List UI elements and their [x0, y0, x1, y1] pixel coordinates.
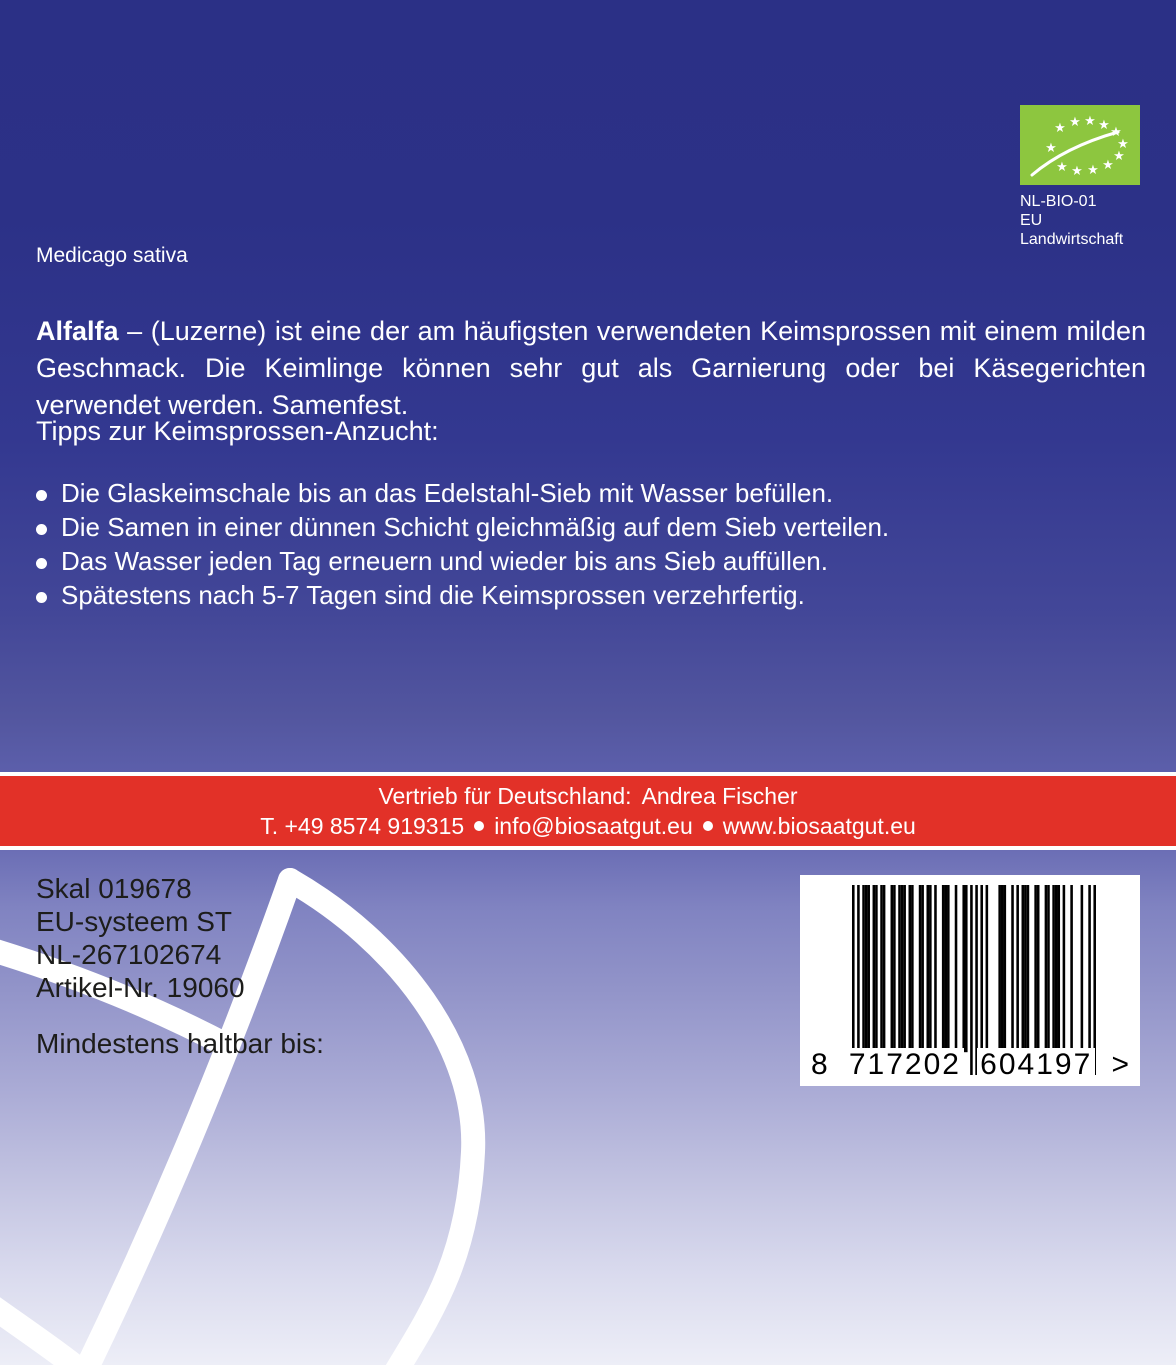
list-item: [36, 478, 889, 512]
svg-text:★: ★: [1071, 163, 1083, 178]
barcode-digit-group: 604197: [977, 1048, 1095, 1082]
sprout-left-stem: [0, 1302, 90, 1365]
best-before-label: Mindestens haltbar bis:: [36, 1028, 324, 1059]
email-address: info@biosaatgut.eu: [494, 813, 693, 839]
svg-text:★: ★: [1054, 120, 1066, 135]
barcode: [800, 875, 1140, 1086]
tip-text: Spätestens nach 5-7 Tagen sind die Keimsprossen verzehrfertig.: [61, 580, 805, 610]
svg-text:★: ★: [1084, 113, 1096, 128]
bullet-icon: [36, 490, 47, 501]
tip-text: Die Glaskeimschale bis an das Edelstahl-Sieb mit Wasser befüllen.: [61, 478, 834, 508]
tip-text: Die Samen in einer dünnen Schicht gleichmäßig auf dem Sieb verteilen.: [61, 512, 890, 542]
eu-organic-logo: [1020, 105, 1146, 249]
distribution-line2: [0, 813, 1176, 839]
latin-name: Medicago sativa: [36, 244, 188, 267]
distributor-name: Andrea Fischer: [641, 783, 798, 809]
list-item: [36, 512, 889, 546]
product-description-text: – (Luzerne) ist eine der am häufigsten verwendeten Keimsprossen mit einem milden Geschmack. Die Keimlinge können sehr gut als Garnierung oder bei Käsegerichten verwendet werden. Samenfest.: [36, 316, 1146, 420]
svg-text:★: ★: [1087, 162, 1099, 177]
product-description: [36, 313, 1146, 424]
list-item: [36, 546, 889, 580]
separator-dot-icon: [474, 821, 484, 831]
barcode-digit-group: 8: [808, 1048, 833, 1082]
svg-text:★: ★: [1069, 114, 1081, 129]
barcode-bars: [852, 885, 1096, 1075]
nl-number: NL-267102674: [36, 939, 222, 970]
bullet-icon: [36, 558, 47, 569]
sprout-leaf-right: [290, 880, 473, 1365]
eu-organic-leaf-icon: [1020, 105, 1140, 185]
distribution-line1: [0, 783, 1176, 809]
list-item: [36, 580, 889, 614]
skal-number: Skal 019678: [36, 873, 192, 904]
eu-logo-code: NL-BIO-01: [1020, 193, 1097, 210]
barcode-digit-group: >: [1108, 1048, 1134, 1082]
website-url: www.biosaatgut.eu: [722, 813, 916, 839]
svg-text:★: ★: [1110, 124, 1122, 139]
bullet-icon: [36, 524, 47, 535]
eu-system: EU-systeem ST: [36, 906, 233, 937]
article-number: Artikel-Nr. 19060: [36, 972, 245, 1003]
svg-text:★: ★: [1098, 117, 1110, 132]
registration-block: [36, 872, 245, 1004]
separator-dot-icon: [703, 821, 713, 831]
barcode-digit-group: 717202: [846, 1048, 964, 1082]
tips-heading: Tipps zur Keimsprossen-Anzucht:: [36, 416, 439, 446]
bullet-icon: [36, 592, 47, 603]
eu-logo-label: EU Landwirtschaft: [1020, 212, 1124, 248]
svg-text:★: ★: [1117, 136, 1129, 151]
phone-number: T. +49 8574 919315: [260, 813, 465, 839]
svg-text:★: ★: [1045, 140, 1057, 155]
barcode-number: [808, 1048, 1134, 1082]
tip-text: Das Wasser jeden Tag erneuern und wieder bis ans Sieb auffüllen.: [61, 546, 828, 576]
svg-text:★: ★: [1113, 148, 1125, 163]
tips-list: [36, 478, 889, 614]
svg-text:★: ★: [1056, 159, 1068, 174]
svg-text:★: ★: [1102, 157, 1114, 172]
product-name: Alfalfa: [36, 316, 119, 346]
distribution-label: Vertrieb für Deutschland:: [378, 783, 632, 809]
distribution-band: [0, 772, 1176, 850]
